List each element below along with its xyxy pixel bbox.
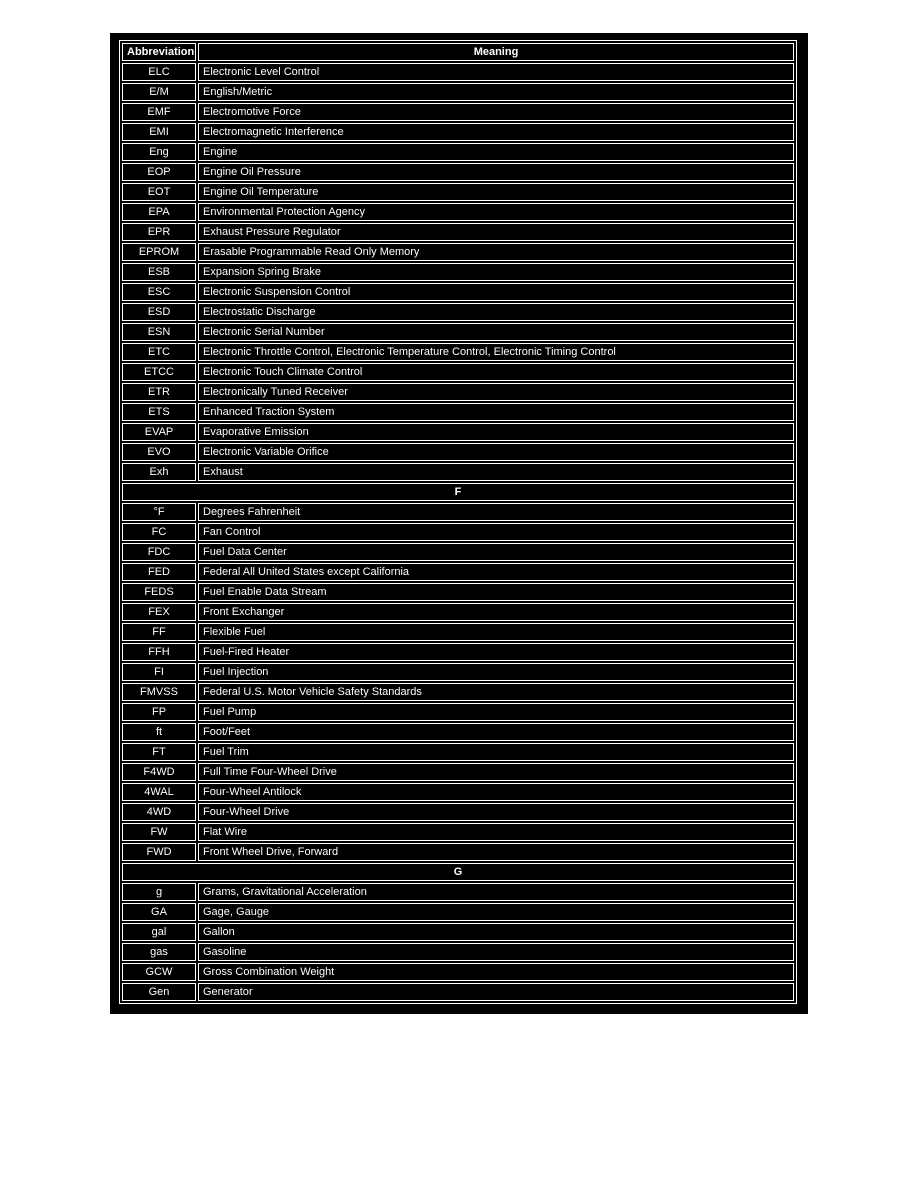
abbreviation-cell: EOP [122, 163, 196, 181]
abbreviation-table-block [110, 33, 808, 1014]
abbreviation-cell: FEDS [122, 583, 196, 601]
abbreviation-cell: ft [122, 723, 196, 741]
abbreviation-cell: EPR [122, 223, 196, 241]
meaning-cell: Flat Wire [198, 823, 794, 841]
abbreviation-cell: FDC [122, 543, 196, 561]
abbreviation-cell: FF [122, 623, 196, 641]
table-row [122, 343, 794, 361]
table-row [122, 723, 794, 741]
abbreviation-cell: GA [122, 903, 196, 921]
table-row [122, 543, 794, 561]
meaning-cell: Full Time Four-Wheel Drive [198, 763, 794, 781]
section-row [122, 483, 794, 501]
abbreviation-cell: FMVSS [122, 683, 196, 701]
table-row [122, 263, 794, 281]
abbreviation-cell: gas [122, 943, 196, 961]
table-row [122, 403, 794, 421]
abbreviation-cell: ESC [122, 283, 196, 301]
abbreviation-cell: ESB [122, 263, 196, 281]
meaning-cell: Gross Combination Weight [198, 963, 794, 981]
meaning-cell: Exhaust [198, 463, 794, 481]
meaning-cell: Grams, Gravitational Acceleration [198, 883, 794, 901]
table-row [122, 303, 794, 321]
table-row [122, 363, 794, 381]
meaning-cell: Evaporative Emission [198, 423, 794, 441]
meaning-cell: Electronic Touch Climate Control [198, 363, 794, 381]
table-row [122, 103, 794, 121]
abbreviation-cell: FT [122, 743, 196, 761]
table-row [122, 843, 794, 861]
meaning-cell: Fan Control [198, 523, 794, 541]
meaning-cell: Fuel Data Center [198, 543, 794, 561]
table-row [122, 603, 794, 621]
meaning-cell: Gasoline [198, 943, 794, 961]
abbreviation-cell: FWD [122, 843, 196, 861]
abbreviation-cell: ETS [122, 403, 196, 421]
abbreviation-cell: 4WAL [122, 783, 196, 801]
table-row [122, 383, 794, 401]
table-row [122, 283, 794, 301]
table-row [122, 663, 794, 681]
abbreviation-cell: EMF [122, 103, 196, 121]
table-row [122, 783, 794, 801]
meaning-cell: English/Metric [198, 83, 794, 101]
table-row [122, 583, 794, 601]
table-row [122, 323, 794, 341]
section-label: G [122, 863, 794, 881]
abbreviation-cell: EVO [122, 443, 196, 461]
meaning-cell: Engine Oil Temperature [198, 183, 794, 201]
abbreviation-cell: EOT [122, 183, 196, 201]
meaning-cell: Degrees Fahrenheit [198, 503, 794, 521]
meaning-cell: Electrostatic Discharge [198, 303, 794, 321]
table-row [122, 563, 794, 581]
table-row [122, 943, 794, 961]
abbreviation-cell: ELC [122, 63, 196, 81]
abbreviation-cell: Exh [122, 463, 196, 481]
abbreviation-cell: E/M [122, 83, 196, 101]
table-row [122, 903, 794, 921]
table-row [122, 423, 794, 441]
meaning-cell: Electronic Level Control [198, 63, 794, 81]
meaning-cell: Electronically Tuned Receiver [198, 383, 794, 401]
meaning-cell: Four-Wheel Drive [198, 803, 794, 821]
abbreviation-cell: EPROM [122, 243, 196, 261]
meaning-cell: Fuel Enable Data Stream [198, 583, 794, 601]
table-row [122, 823, 794, 841]
meaning-cell: Foot/Feet [198, 723, 794, 741]
abbreviation-cell: FEX [122, 603, 196, 621]
abbreviation-cell: ETR [122, 383, 196, 401]
meaning-cell: Electronic Variable Orifice [198, 443, 794, 461]
abbreviation-cell: ETCC [122, 363, 196, 381]
abbreviation-cell: FI [122, 663, 196, 681]
meaning-cell: Expansion Spring Brake [198, 263, 794, 281]
meaning-cell: Environmental Protection Agency [198, 203, 794, 221]
meaning-cell: Front Exchanger [198, 603, 794, 621]
section-label: F [122, 483, 794, 501]
meaning-cell: Electronic Serial Number [198, 323, 794, 341]
abbreviation-cell: g [122, 883, 196, 901]
abbreviation-cell: FW [122, 823, 196, 841]
table-row [122, 83, 794, 101]
abbreviation-cell: 4WD [122, 803, 196, 821]
meaning-cell: Engine [198, 143, 794, 161]
meaning-cell: Front Wheel Drive, Forward [198, 843, 794, 861]
meaning-cell: Electromagnetic Interference [198, 123, 794, 141]
table-body [122, 63, 794, 1001]
table-header-meaning: Meaning [198, 43, 794, 61]
abbreviation-cell: Gen [122, 983, 196, 1001]
meaning-cell: Electromotive Force [198, 103, 794, 121]
table-row [122, 683, 794, 701]
abbreviation-cell: F4WD [122, 763, 196, 781]
meaning-cell: Gage, Gauge [198, 903, 794, 921]
table-row [122, 63, 794, 81]
abbreviation-cell: FC [122, 523, 196, 541]
abbreviation-cell: EMI [122, 123, 196, 141]
table-row [122, 183, 794, 201]
table-row [122, 963, 794, 981]
abbreviation-cell: °F [122, 503, 196, 521]
table-row [122, 443, 794, 461]
abbreviation-cell: ETC [122, 343, 196, 361]
table-row [122, 803, 794, 821]
table-row [122, 883, 794, 901]
meaning-cell: Flexible Fuel [198, 623, 794, 641]
table-row [122, 743, 794, 761]
table-row [122, 163, 794, 181]
table-row [122, 123, 794, 141]
meaning-cell: Generator [198, 983, 794, 1001]
table-row [122, 203, 794, 221]
table-row [122, 763, 794, 781]
abbreviation-table [119, 40, 797, 1004]
table-header-abbreviation: Abbreviation [122, 43, 196, 61]
meaning-cell: Electronic Throttle Control, Electronic Temperature Control, Electronic Timing Control [198, 343, 794, 361]
abbreviation-cell: EVAP [122, 423, 196, 441]
meaning-cell: Federal U.S. Motor Vehicle Safety Standards [198, 683, 794, 701]
meaning-cell: Gallon [198, 923, 794, 941]
meaning-cell: Enhanced Traction System [198, 403, 794, 421]
table-row [122, 523, 794, 541]
table-row [122, 463, 794, 481]
table-row [122, 923, 794, 941]
abbreviation-cell: gal [122, 923, 196, 941]
meaning-cell: Fuel-Fired Heater [198, 643, 794, 661]
table-row [122, 143, 794, 161]
abbreviation-cell: ESD [122, 303, 196, 321]
meaning-cell: Federal All United States except California [198, 563, 794, 581]
table-row [122, 623, 794, 641]
meaning-cell: Fuel Trim [198, 743, 794, 761]
abbreviation-cell: Eng [122, 143, 196, 161]
abbreviation-cell: GCW [122, 963, 196, 981]
table-row [122, 223, 794, 241]
abbreviation-cell: ESN [122, 323, 196, 341]
abbreviation-cell: FP [122, 703, 196, 721]
meaning-cell: Exhaust Pressure Regulator [198, 223, 794, 241]
meaning-cell: Fuel Injection [198, 663, 794, 681]
meaning-cell: Fuel Pump [198, 703, 794, 721]
abbreviation-cell: EPA [122, 203, 196, 221]
table-row [122, 243, 794, 261]
abbreviation-cell: FED [122, 563, 196, 581]
table-row [122, 503, 794, 521]
table-row [122, 643, 794, 661]
meaning-cell: Engine Oil Pressure [198, 163, 794, 181]
section-row [122, 863, 794, 881]
meaning-cell: Electronic Suspension Control [198, 283, 794, 301]
meaning-cell: Erasable Programmable Read Only Memory [198, 243, 794, 261]
table-row [122, 983, 794, 1001]
table-row [122, 703, 794, 721]
table-header-row [122, 43, 794, 61]
abbreviation-cell: FFH [122, 643, 196, 661]
meaning-cell: Four-Wheel Antilock [198, 783, 794, 801]
